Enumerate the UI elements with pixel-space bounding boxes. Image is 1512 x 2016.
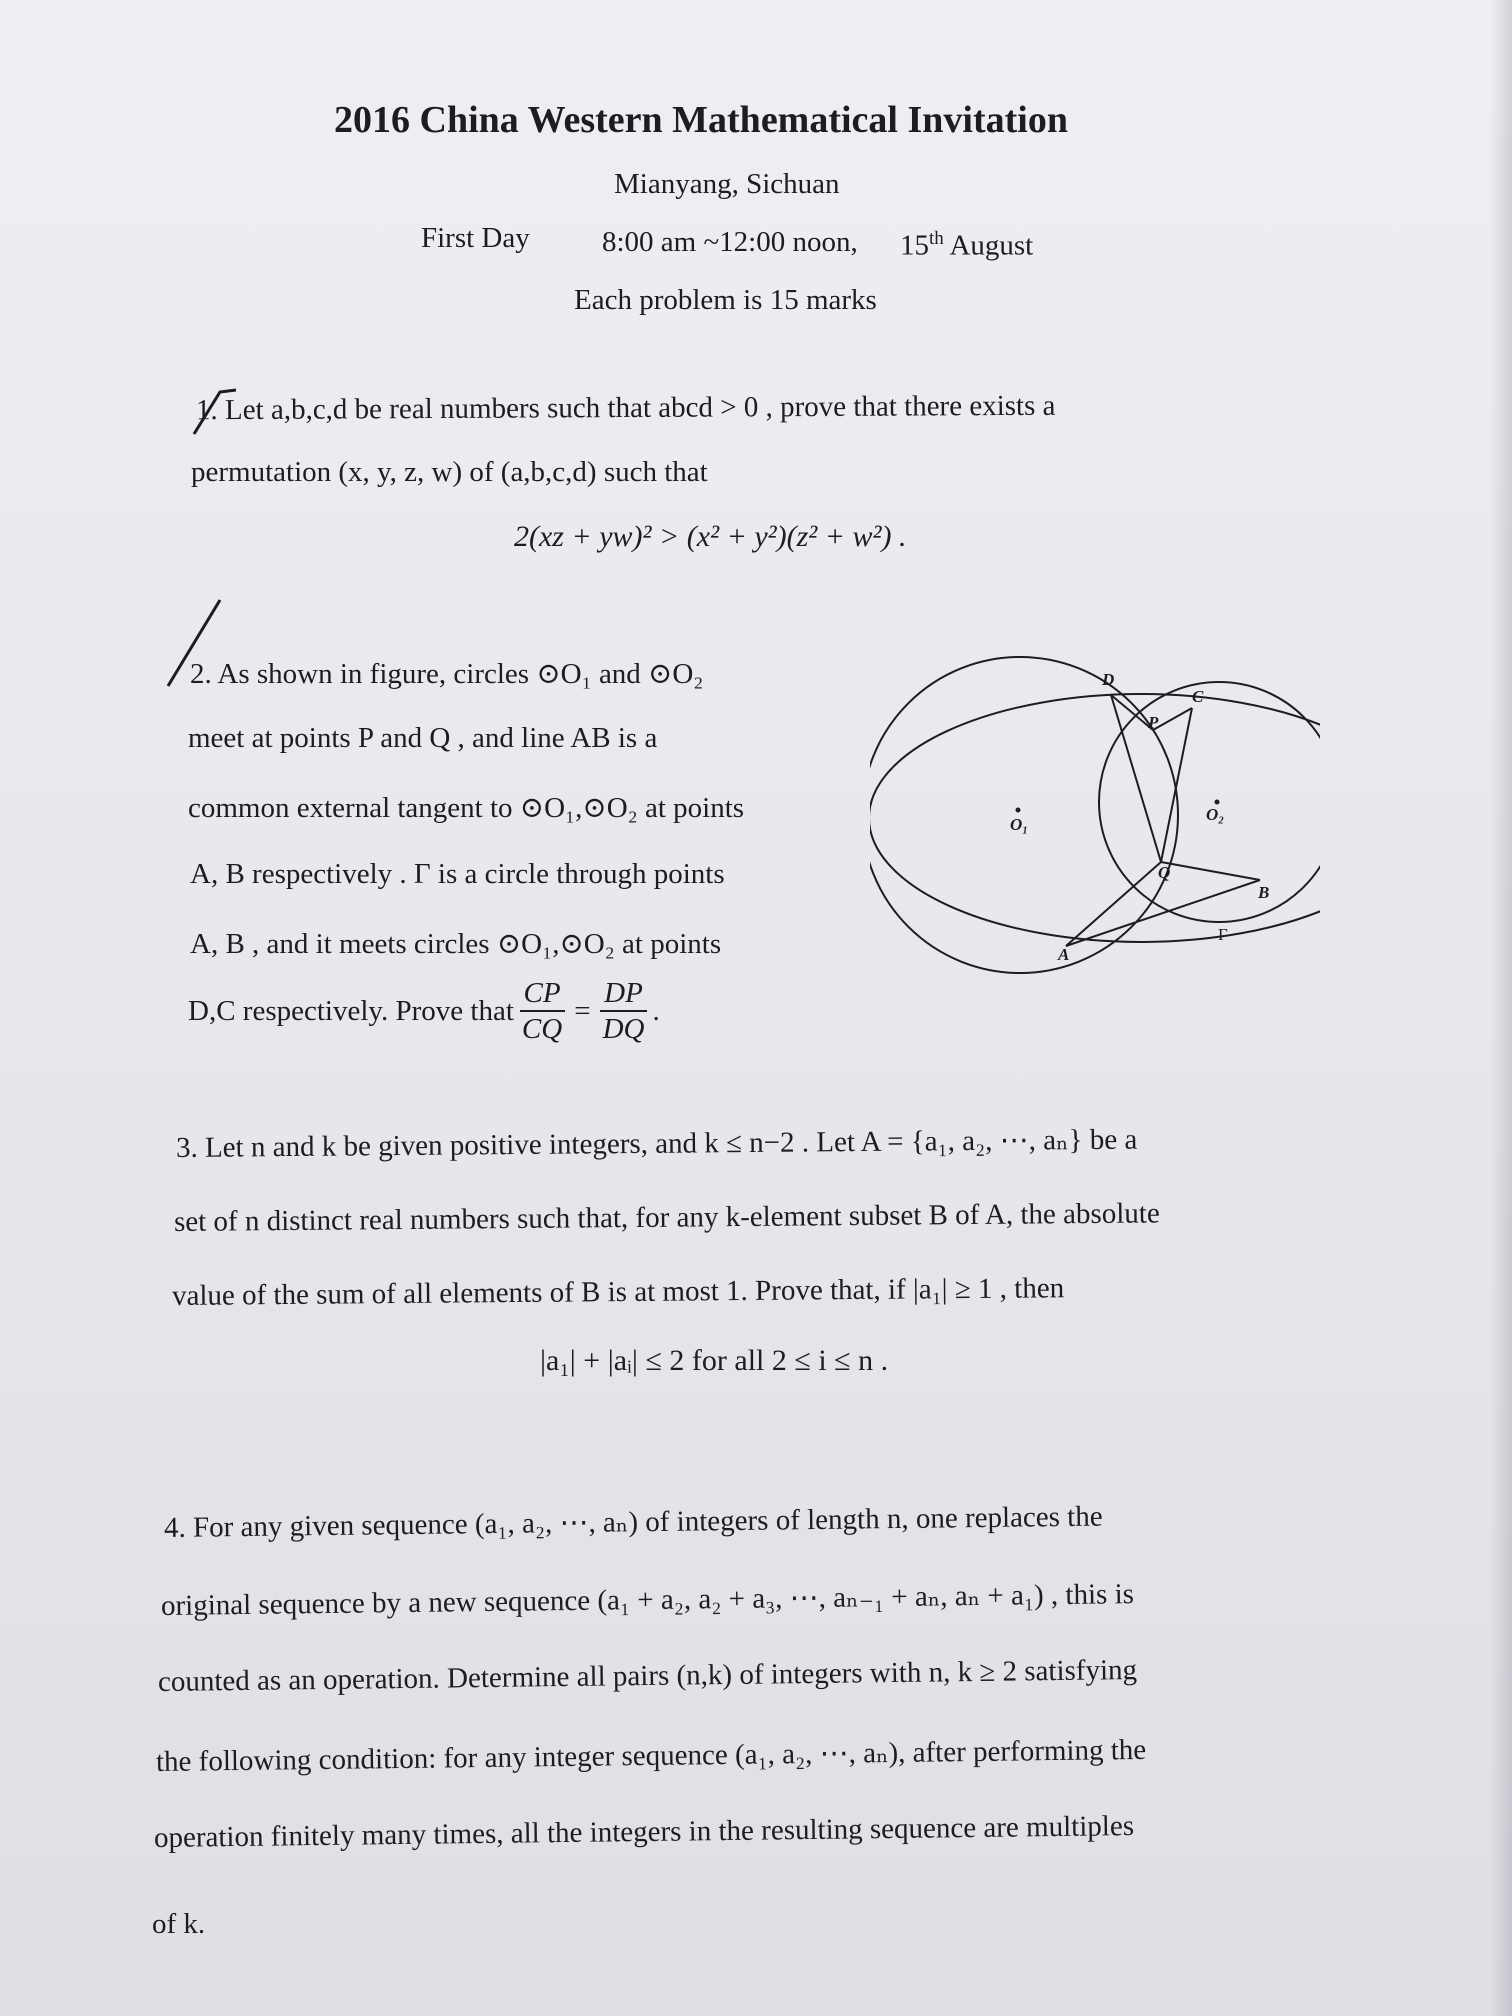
exam-day: First Day (421, 222, 530, 254)
exam-date-day: 15 (900, 229, 929, 262)
label-a: A (1058, 945, 1070, 964)
label-p: P (1148, 713, 1159, 732)
problem-3-number: 3. (175, 1131, 198, 1164)
problem-3-text-1: Let n and k be given positive integers, and k ≤ n−2 . Let A = {a₁, a₂, ⋯, aₙ} be a (204, 1123, 1138, 1164)
geometry-figure (870, 650, 1320, 980)
exam-location: Mianyang, Sichuan (614, 168, 840, 200)
segment-dp (1111, 695, 1153, 730)
label-gamma: Γ (1218, 925, 1228, 944)
exam-title: 2016 China Western Mathematical Invitation (334, 99, 1068, 141)
problem-1-line-2: permutation (x, y, z, w) of (a,b,c,d) such that (191, 456, 708, 488)
segment-aq (1066, 862, 1161, 946)
label-b: B (1258, 883, 1270, 902)
problem-2-line-2: meet at points P and Q , and line AB is a (188, 722, 658, 754)
problem-3-line-2: set of n distinct real numbers such that, for any k-element subset B of A, the absolute (173, 1197, 1160, 1238)
problem-3-formula: |a₁| + |aᵢ| ≤ 2 for all 2 ≤ i ≤ n . (540, 1344, 889, 1377)
exam-date-month: August (949, 229, 1034, 262)
label-d: D (1102, 670, 1115, 689)
tangent-ab (1066, 880, 1260, 946)
center-o2-dot (1215, 800, 1220, 805)
exam-time: 8:00 am ~12:00 noon, (602, 226, 858, 258)
problem-4-line-5: operation finitely many times, all the integers in the resulting sequence are multiples (153, 1810, 1135, 1854)
problem-2-line-6 (188, 976, 660, 1046)
problem-2-line-1 (190, 656, 703, 691)
equals-sign: = (574, 994, 591, 1027)
problem-4-line-4: the following condition: for any integer sequence (a₁, a₂, ⋯, aₙ), after performing the (155, 1733, 1147, 1778)
problem-2-period: . (652, 994, 660, 1027)
problem-1-formula: 2(xz + yw)² > (x² + y²)(z² + w²) . (514, 520, 907, 553)
problem-2-text-1: As shown in figure, circles ⊙O₁ and ⊙O₂ (217, 658, 704, 690)
problem-3-line-3: value of the sum of all elements of B is at most 1. Prove that, if |a₁| ≥ 1 , then (171, 1272, 1065, 1312)
label-q: Q (1158, 863, 1171, 882)
fraction-cp-cq (518, 976, 566, 1046)
exam-date (900, 228, 1033, 263)
problem-4-number: 4. (163, 1511, 186, 1544)
problem-4-line-1 (164, 1499, 1103, 1545)
center-o1-dot (1016, 808, 1021, 813)
problem-2-line-5: A, B , and it meets circles ⊙O₁,⊙O₂ at points (190, 928, 722, 960)
problem-1-text-1: Let a,b,c,d be real numbers such that abcd > 0 , prove that there exists a (224, 389, 1056, 427)
problem-3-line-1 (176, 1122, 1138, 1165)
circle-o2 (1099, 682, 1320, 922)
fraction-2-numerator: DP (600, 976, 647, 1012)
problem-4-line-2: original sequence by a new sequence (a₁ + a₂, a₂ + a₃, ⋯, aₙ₋₁ + aₙ, aₙ + a₁) , this is (160, 1578, 1135, 1622)
problem-2-line-3: common external tangent to ⊙O₁,⊙O₂ at points (188, 792, 745, 824)
paper-edge-shadow (1490, 0, 1512, 2016)
label-o2: O₂ (1206, 805, 1225, 824)
problem-4-line-6: of k. (152, 1908, 206, 1940)
segment-bq (1161, 862, 1260, 880)
segment-cp (1153, 708, 1192, 730)
problem-1-number: 1. (195, 394, 218, 427)
problem-4-text-1: For any given sequence (a₁, a₂, ⋯, aₙ) of integers of length n, one replaces the (192, 1500, 1103, 1544)
problem-2-line-4: A, B respectively . Γ is a circle through points (190, 858, 725, 890)
circle-gamma (870, 694, 1320, 942)
marks-note: Each problem is 15 marks (574, 284, 877, 316)
fraction-2-denominator: DQ (602, 1013, 645, 1045)
fraction-1-numerator: CP (520, 976, 565, 1012)
exam-date-suffix: th (929, 228, 944, 249)
label-c: C (1192, 687, 1204, 706)
problem-2-number: 2. (190, 658, 212, 690)
problem-4-line-3: counted as an operation. Determine all pairs (n,k) of integers with n, k ≥ 2 satisfying (157, 1654, 1138, 1698)
fraction-dp-dq (599, 976, 649, 1046)
problem-1-line-1 (196, 390, 1056, 427)
fraction-1-denominator: CQ (521, 1013, 563, 1045)
label-o1: O₁ (1010, 815, 1029, 834)
problem-2-text-6: D,C respectively. Prove that (188, 994, 514, 1027)
